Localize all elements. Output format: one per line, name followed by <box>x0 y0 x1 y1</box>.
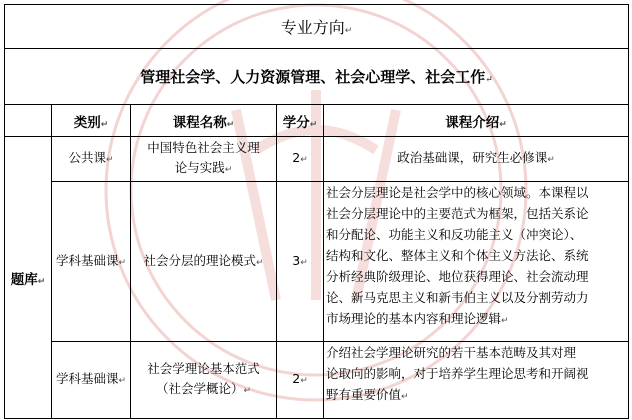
row-category: 公共课↵ <box>52 137 131 182</box>
paragraph-mark: ↵ <box>105 155 114 165</box>
table-row <box>5 342 629 419</box>
header-course-name: 课程名称↵ <box>131 105 277 137</box>
row-intro: 政治基础课，研究生必修课↵ <box>324 137 629 182</box>
paragraph-mark: ↵ <box>547 155 555 165</box>
paragraph-mark: ↵ <box>300 376 308 386</box>
course-name-line: 中国特色社会主义理 <box>147 140 260 155</box>
paragraph-mark: ↵ <box>226 119 235 130</box>
row-course-name <box>131 342 277 419</box>
paragraph-mark: ↵ <box>485 75 493 85</box>
paragraph-mark: ↵ <box>224 165 233 175</box>
paragraph-mark: ↵ <box>118 257 127 268</box>
intro-line: 论、新马克思主义和新韦伯主义以及分割劳动力 <box>326 290 589 305</box>
row-intro <box>324 342 629 419</box>
paragraph-mark: ↵ <box>300 257 308 268</box>
header-category: 类别↵ <box>52 105 131 137</box>
intro-line: 社会分层理论是社会学中的核心领域。本课程以 <box>326 185 589 200</box>
paragraph-mark: ↵ <box>344 26 353 36</box>
blank-header-cell <box>5 105 52 137</box>
row-credits: 2↵ <box>277 342 324 419</box>
header-credits: 学分↵ <box>277 105 324 137</box>
paragraph-mark: ↵ <box>255 257 264 268</box>
intro-line: 市场理论的基本内容和理论逻辑↵ <box>326 311 509 326</box>
paragraph-mark: ↵ <box>501 316 509 326</box>
course-name-line: 社会学理论基本范式 <box>147 361 260 376</box>
intro-line: 论取向的影响，对于培养学生理论思考和开阔视 <box>326 366 589 381</box>
course-name-line: （社会学概论）↵ <box>155 381 252 396</box>
section-title: 专业方向↵ <box>5 5 629 49</box>
group-label: 题库↵ <box>5 137 52 419</box>
table-row <box>5 182 629 342</box>
intro-line: 分析经典阶级理论、地位获得理论、社会流动理 <box>326 269 589 284</box>
intro-line: 和分配论、功能主义和反功能主义（冲突论）、 <box>326 227 583 242</box>
paragraph-mark: ↵ <box>300 155 308 165</box>
row-category: 学科基础课↵ <box>52 342 131 419</box>
row-intro <box>324 182 629 342</box>
intro-line: 野有重要价值↵ <box>326 387 409 402</box>
paragraph-mark: ↵ <box>243 386 252 396</box>
paragraph-mark: ↵ <box>401 392 409 402</box>
intro-line: 社会分层理论中的主要范式为框架，包括关系论 <box>326 206 589 221</box>
paragraph-mark: ↵ <box>37 276 46 287</box>
row-course-name: 社会分层的理论模式↵ <box>131 182 277 342</box>
course-name-line: 论与实践↵ <box>174 160 233 175</box>
majors-list: 管理社会学、人力资源管理、社会心理学、社会工作↵ <box>5 49 629 105</box>
paragraph-mark: ↵ <box>309 119 318 130</box>
table-row <box>5 137 629 182</box>
intro-line: 介绍社会学理论研究的若干基本范畴及其对理 <box>326 345 577 360</box>
row-category: 学科基础课↵ <box>52 182 131 342</box>
row-credits: 2↵ <box>277 137 324 182</box>
paragraph-mark: ↵ <box>499 119 507 130</box>
intro-line: 结构和文化、整体主义和个体主义方法论、系统 <box>326 248 589 263</box>
curriculum-table <box>4 4 629 419</box>
paragraph-mark: ↵ <box>100 119 109 130</box>
row-course-name <box>131 137 277 182</box>
paragraph-mark: ↵ <box>118 376 127 386</box>
row-credits: 3↵ <box>277 182 324 342</box>
header-intro: 课程介绍↵ <box>324 105 629 137</box>
